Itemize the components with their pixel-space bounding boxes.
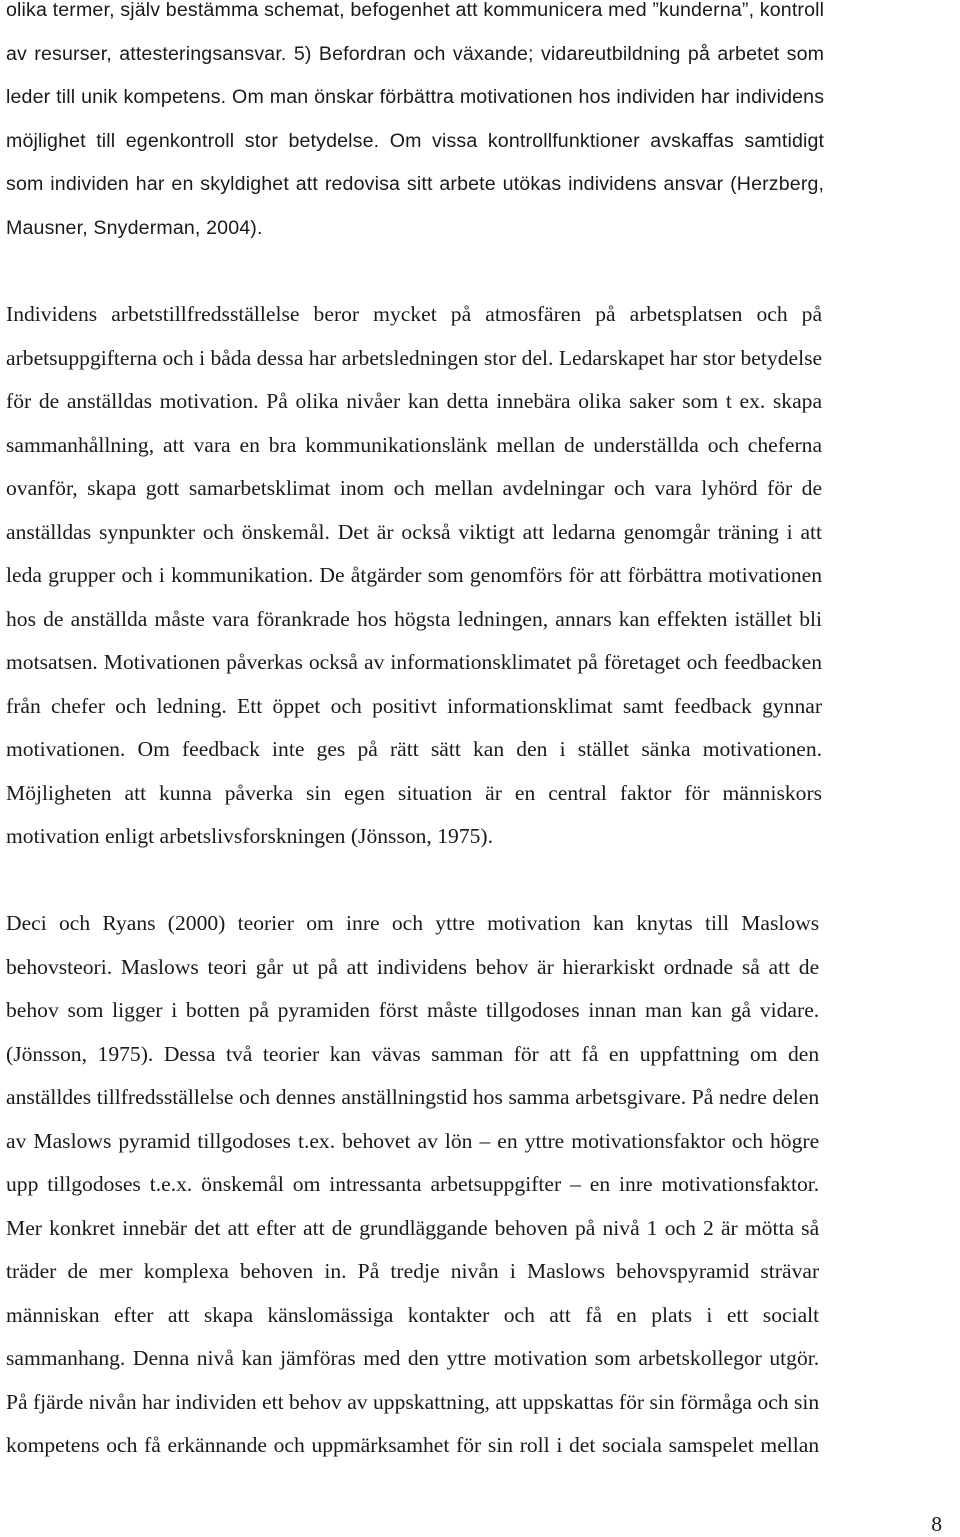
text-line: Individens arbetstillfredsställelse beror mycket på atmosfären på arbetsplatsen och på [6,302,823,326]
text-line: olika termer, själv bestämma schemat, befogenhet att kommunicera med ”kunderna”, kontroll [6,0,825,21]
text-line: kompetens och få erkännande och uppmärksamhet för sin roll i det sociala samspelet mellan [6,1433,820,1457]
text-line: Deci och Ryans (2000) teorier om inre och yttre motivation kan knytas till Maslows [6,911,820,935]
text-line: från chefer och ledning. Ett öppet och positivt informationsklimat samt feedback gynnar [6,693,823,718]
text-line: Mer konkret innebär det att efter att de grundläggande behoven på nivå 1 och 2 är mötta så [6,1215,820,1240]
text-line: På fjärde nivån har individen ett behov av uppskattning, att uppskattas för sin förmåga och sin [6,1389,820,1414]
text-line: behov som ligger i botten på pyramiden först måste tillgodoses innan man kan gå vidare. [6,998,820,1022]
text-line: Mausner, Snyderman, 2004). [6,216,263,239]
paragraph-1 [6,0,824,250]
text-line: människan efter att skapa känslomässiga kontakter och att få en plats i ett socialt [6,1302,820,1327]
text-line: motsatsen. Motivationen påverkas också av informationsklimatet på företaget och feedbacken [6,650,823,674]
text-line: av resurser, attesteringsansvar. 5) Befordran och växande; vidareutbildning på arbetet som [6,42,825,65]
text-line: sammanhållning, att vara en bra kommunikationslänk mellan de underställda och cheferna [6,432,823,457]
page-number: 8 [931,1512,942,1536]
text-line: hos de anställda måste vara förankrade hos högsta ledningen, annars kan effekten istället bli [6,606,823,631]
paragraph-2 [6,293,822,859]
text-line: av Maslows pyramid tillgodoses t.ex. behovet av lön – en yttre motivationsfaktor och högre [6,1128,820,1153]
text-line: leder till unik kompetens. Om man önskar förbättra motivationen hos individen har individens [6,86,825,108]
text-line: motivationen. Om feedback inte ges på rätt sätt kan den i stället sänka motivationen. [6,737,823,761]
text-line: behovsteori. Maslows teori går ut på att individens behov är hierarkiskt ordnade så att de [6,954,820,979]
text-line: upp tillgodoses t.e.x. önskemål om intressanta arbetsuppgifter – en inre motivationsfaktor. [6,1172,820,1196]
paragraph-3 [6,902,819,1468]
text-line: anställdas synpunkter och önskemål. Det är också viktigt att ledarna genomgår träning i att [6,519,823,544]
text-line: sammanhang. Denna nivå kan jämföras med den yttre motivation som arbetskollegor utgör. [6,1346,820,1370]
text-line: för de anställdas motivation. På olika nivåer kan detta innebära olika saker som t ex. skapa [6,389,823,413]
text-line: Möjligheten att kunna påverka sin egen situation är en central faktor för människors [6,780,823,805]
text-line: ovanför, skapa gott samarbetsklimat inom och mellan avdelningar och vara lyhörd för de [6,476,823,500]
text-line: anställdes tillfredsställelse och dennes anställningstid hos samma arbetsgivare. På nedre delen [6,1085,820,1109]
text-line: som individen har en skyldighet att redovisa sitt arbete utökas individens ansvar (Herzberg, [6,173,825,195]
text-line: träder de mer komplexa behoven in. På tredje nivån i Maslows behovspyramid strävar [6,1259,820,1283]
text-line: motivation enligt arbetslivsforskningen (Jönsson, 1975). [6,824,494,848]
text-line: möjlighet till egenkontroll stor betydelse. Om vissa kontrollfunktioner avskaffas samtidigt [6,129,825,152]
text-line: (Jönsson, 1975). Dessa två teorier kan vävas samman för att få en uppfattning om den [6,1041,820,1066]
text-line: arbetsuppgifterna och i båda dessa har arbetsledningen stor del. Ledarskapet har stor betydelse [6,345,823,370]
text-line: leda grupper och i kommunikation. De åtgärder som genomförs för att förbättra motivationen [6,563,823,587]
